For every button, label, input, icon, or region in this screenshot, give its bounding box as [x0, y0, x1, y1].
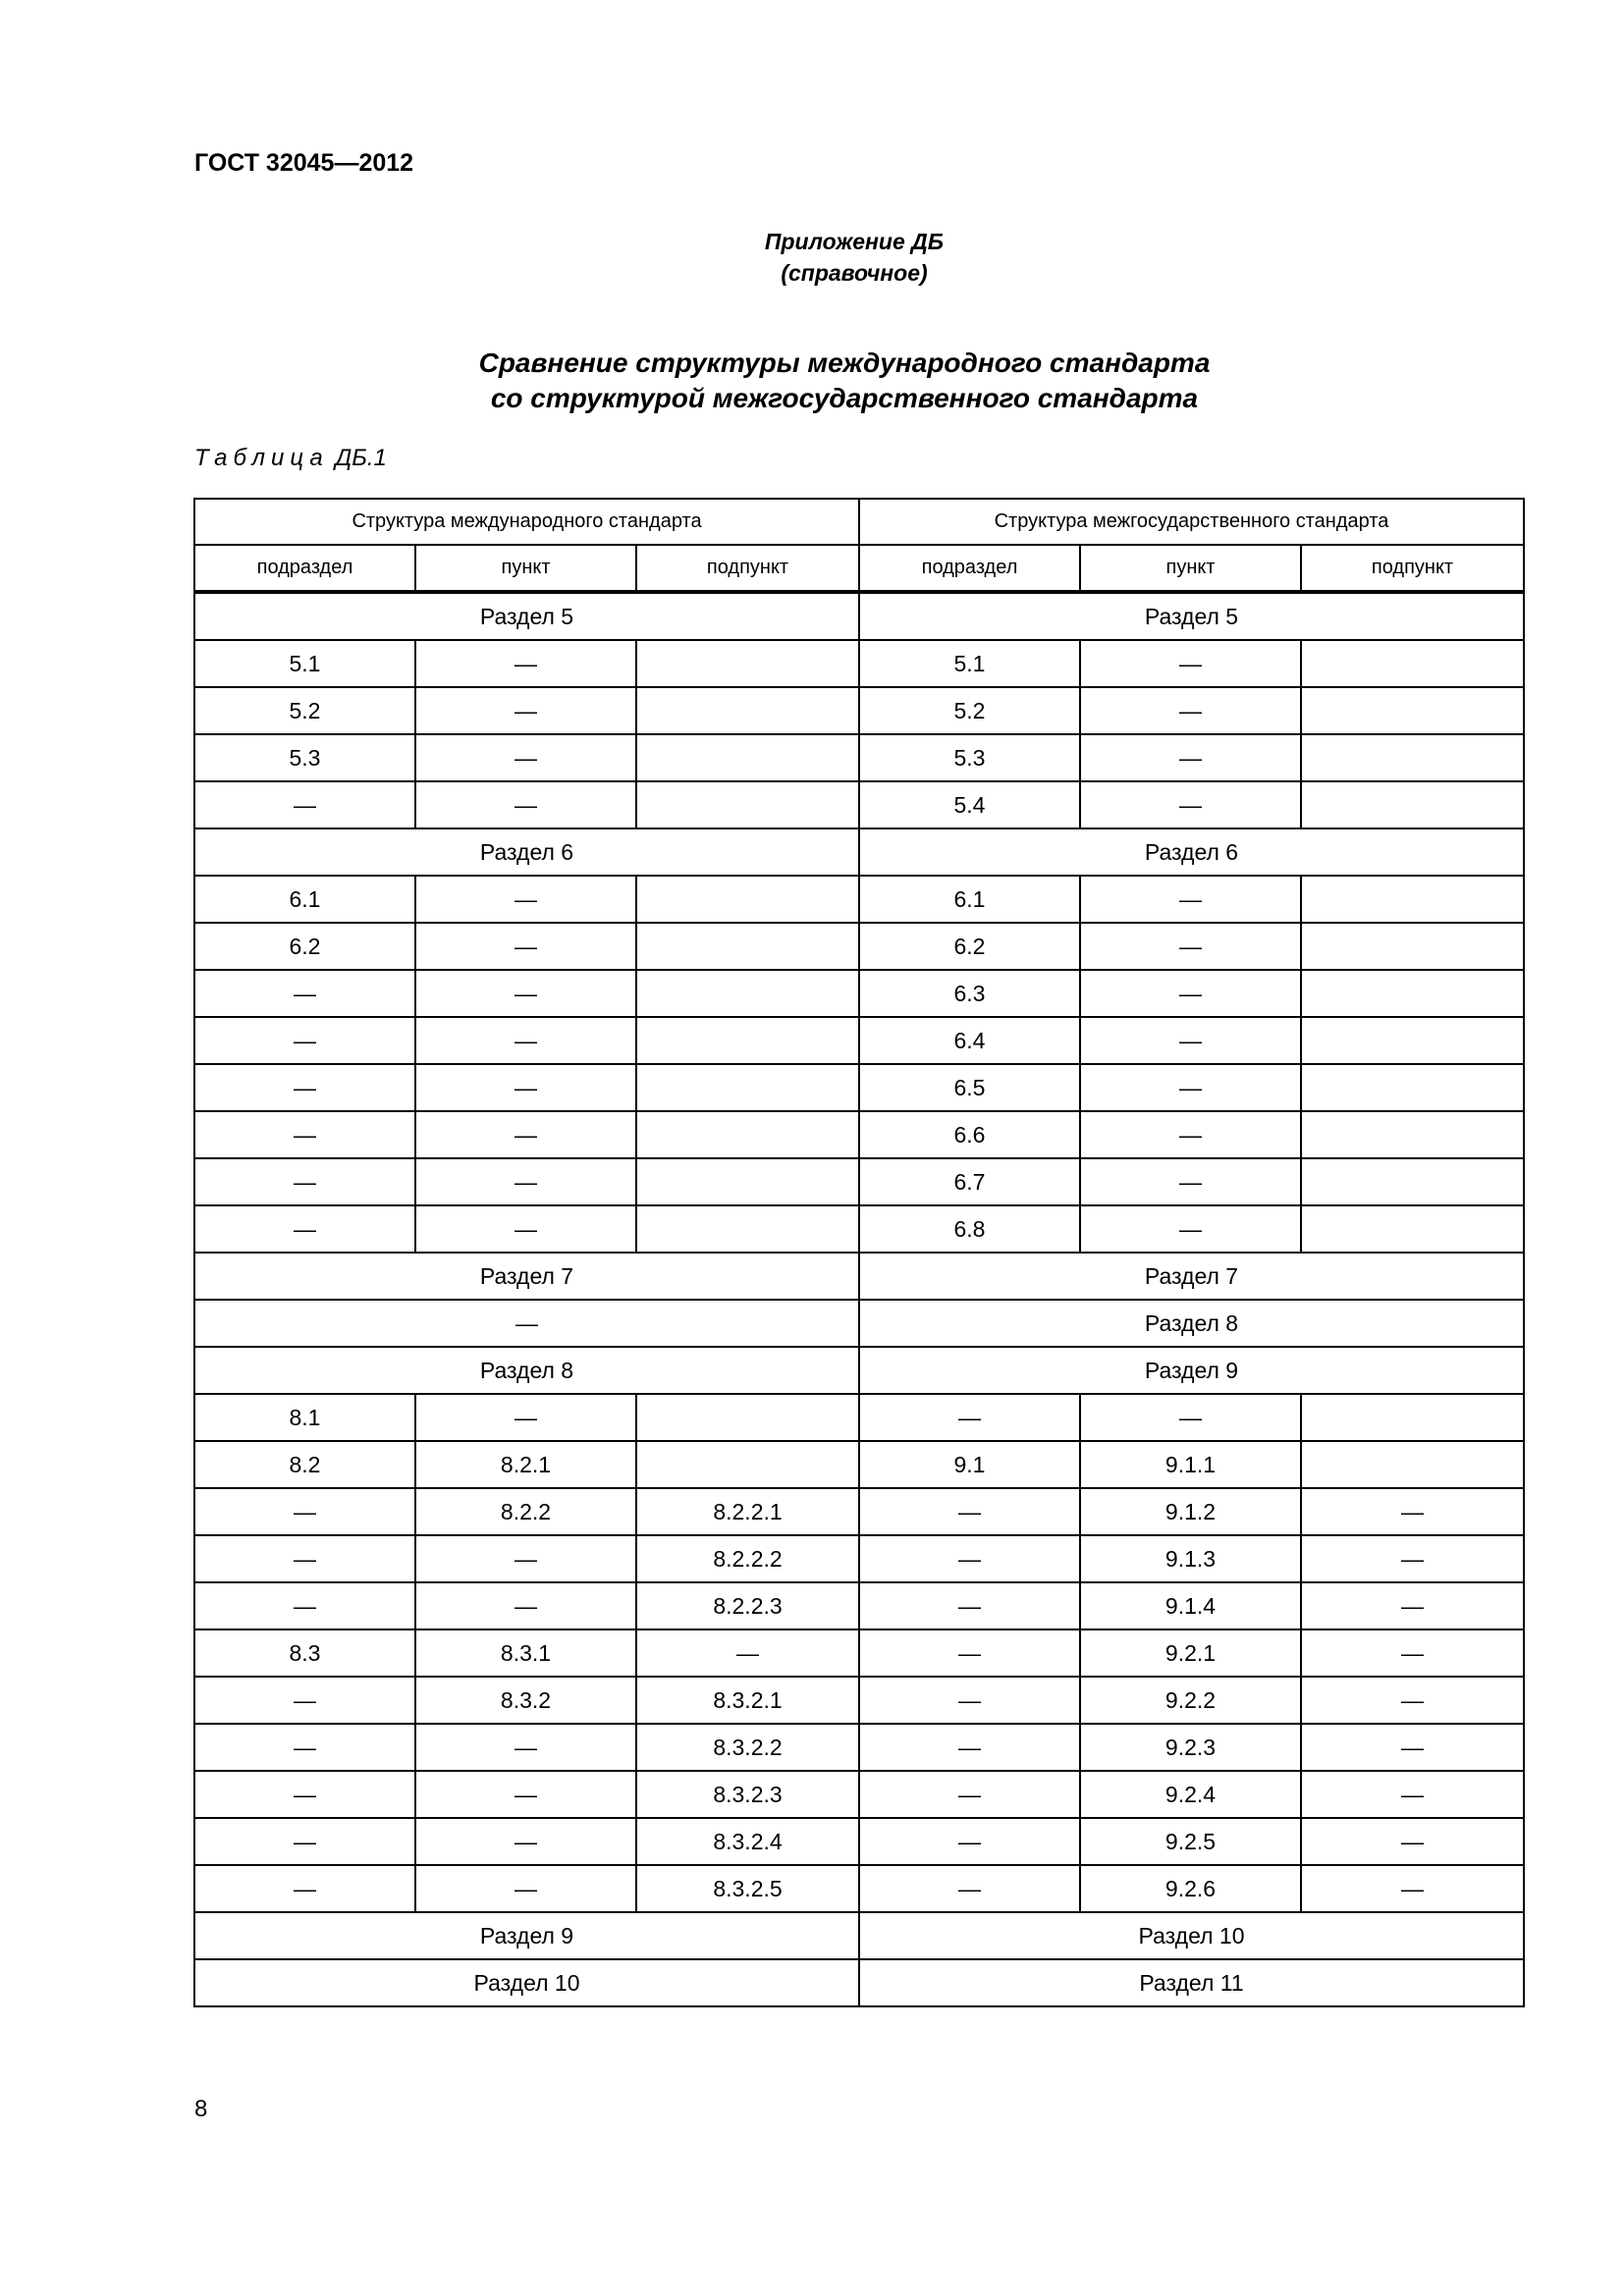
- table-row: [194, 1818, 1524, 1865]
- table-cell: [636, 734, 859, 781]
- table-cell: [636, 640, 859, 687]
- section-cell-international: Раздел 6: [194, 828, 859, 876]
- section-cell-international: Раздел 8: [194, 1347, 859, 1394]
- table-cell: [636, 781, 859, 828]
- table-row: [194, 1582, 1524, 1629]
- table-cell: [636, 1017, 859, 1064]
- table-cell: 8.2.1: [415, 1441, 636, 1488]
- table-cell: —: [415, 1205, 636, 1253]
- table-cell: —: [859, 1865, 1080, 1912]
- appendix-title: Приложение ДБ: [764, 229, 945, 254]
- table-cell: [636, 970, 859, 1017]
- table-cell: [1301, 1394, 1524, 1441]
- table-cell: —: [1301, 1582, 1524, 1629]
- table-cell: [1301, 734, 1524, 781]
- table-caption: [194, 445, 387, 472]
- table-cell: 5.2: [194, 687, 415, 734]
- table-cell: 5.4: [859, 781, 1080, 828]
- table-cell: —: [1301, 1724, 1524, 1771]
- table-row: [194, 1865, 1524, 1912]
- table-cell: 8.3.2.5: [636, 1865, 859, 1912]
- table-cell: [1301, 923, 1524, 970]
- col-header-subsection: подраздел: [194, 545, 415, 592]
- appendix-kind: (справочное): [781, 260, 928, 286]
- table-cell: 8.1: [194, 1394, 415, 1441]
- table-cell: [636, 1205, 859, 1253]
- table-cell: —: [194, 1724, 415, 1771]
- table-row: [194, 1535, 1524, 1582]
- table-cell: 8.3.2.3: [636, 1771, 859, 1818]
- table-cell: [1301, 970, 1524, 1017]
- table-cell: —: [194, 1205, 415, 1253]
- table-cell: 6.3: [859, 970, 1080, 1017]
- table-cell: —: [194, 1158, 415, 1205]
- table-cell: 6.5: [859, 1064, 1080, 1111]
- table-row: [194, 1771, 1524, 1818]
- col-header-subclause: подпункт: [1301, 545, 1524, 592]
- table-cell: —: [194, 1582, 415, 1629]
- table-row: [194, 876, 1524, 923]
- table-cell: 8.3.2.4: [636, 1818, 859, 1865]
- table-cell: 6.6: [859, 1111, 1080, 1158]
- table-cell: [636, 1111, 859, 1158]
- table-body: [194, 499, 1524, 2006]
- table-cell: —: [415, 1582, 636, 1629]
- table-cell: 9.2.6: [1080, 1865, 1301, 1912]
- table-cell: —: [1080, 1158, 1301, 1205]
- table-cell: 9.1.2: [1080, 1488, 1301, 1535]
- table-cell: [636, 923, 859, 970]
- table-cell: —: [415, 876, 636, 923]
- table-cell: 9.2.5: [1080, 1818, 1301, 1865]
- section-cell-interstate: Раздел 6: [859, 828, 1524, 876]
- section-cell-interstate: Раздел 11: [859, 1959, 1524, 2006]
- table-cell: 8.3.1: [415, 1629, 636, 1677]
- table-cell: —: [1301, 1865, 1524, 1912]
- table-cell: —: [415, 1111, 636, 1158]
- table-row: [194, 687, 1524, 734]
- table-cell: —: [1080, 1205, 1301, 1253]
- table-cell: —: [415, 1865, 636, 1912]
- table-cell: —: [1080, 640, 1301, 687]
- section-cell-international: Раздел 7: [194, 1253, 859, 1300]
- table-cell: [1301, 687, 1524, 734]
- section-row: [194, 592, 1524, 640]
- col-header-clause: пункт: [415, 545, 636, 592]
- table-cell: 8.2.2.3: [636, 1582, 859, 1629]
- table-cell: [1301, 1017, 1524, 1064]
- table-cell: —: [194, 1535, 415, 1582]
- table-cell: —: [1301, 1629, 1524, 1677]
- table-row: [194, 1205, 1524, 1253]
- table-cell: 8.3.2: [415, 1677, 636, 1724]
- section-row: [194, 1959, 1524, 2006]
- table-row: [194, 1629, 1524, 1677]
- table-cell: —: [1301, 1488, 1524, 1535]
- table-cell: 9.2.4: [1080, 1771, 1301, 1818]
- table-cell: 6.8: [859, 1205, 1080, 1253]
- table-cell: [636, 1441, 859, 1488]
- table-cell: —: [1080, 970, 1301, 1017]
- table-cell: —: [1080, 1017, 1301, 1064]
- table-cell: —: [194, 1677, 415, 1724]
- table-cell: —: [1301, 1771, 1524, 1818]
- table-cell: [1301, 640, 1524, 687]
- section-cell-interstate: Раздел 7: [859, 1253, 1524, 1300]
- table-cell: [636, 1158, 859, 1205]
- table-cell: —: [1301, 1677, 1524, 1724]
- table-cell: —: [415, 781, 636, 828]
- table-row: [194, 1677, 1524, 1724]
- section-cell-interstate: Раздел 8: [859, 1300, 1524, 1347]
- table-cell: —: [859, 1677, 1080, 1724]
- table-caption-id: ДБ.1: [335, 445, 387, 471]
- table-cell: 9.2.1: [1080, 1629, 1301, 1677]
- table-cell: 8.2.2.1: [636, 1488, 859, 1535]
- group-header-international: Структура международного стандарта: [194, 499, 859, 545]
- table-cell: 6.2: [194, 923, 415, 970]
- table-cell: —: [1080, 1394, 1301, 1441]
- table-cell: 5.3: [859, 734, 1080, 781]
- table-row: [194, 1488, 1524, 1535]
- table-cell: 6.2: [859, 923, 1080, 970]
- table-cell: 8.2.2.2: [636, 1535, 859, 1582]
- table-caption-label: Таблица: [194, 445, 329, 471]
- table-cell: 9.2.3: [1080, 1724, 1301, 1771]
- column-header-row: [194, 545, 1524, 592]
- table-row: [194, 1724, 1524, 1771]
- table-row: [194, 1111, 1524, 1158]
- table-cell: —: [415, 640, 636, 687]
- table-row: [194, 640, 1524, 687]
- table-row: [194, 781, 1524, 828]
- table-cell: 8.3.2.1: [636, 1677, 859, 1724]
- table-cell: [636, 876, 859, 923]
- table-cell: —: [1301, 1535, 1524, 1582]
- table-cell: [636, 687, 859, 734]
- table-cell: 5.1: [859, 640, 1080, 687]
- table-cell: 8.3.2.2: [636, 1724, 859, 1771]
- table-cell: —: [194, 1818, 415, 1865]
- table-row: [194, 734, 1524, 781]
- table-cell: 9.2.2: [1080, 1677, 1301, 1724]
- table-cell: —: [1080, 923, 1301, 970]
- table-row: [194, 1064, 1524, 1111]
- table-cell: —: [859, 1818, 1080, 1865]
- table-row: [194, 1017, 1524, 1064]
- table-cell: —: [1080, 1111, 1301, 1158]
- table-cell: [1301, 1064, 1524, 1111]
- table-cell: [1301, 1205, 1524, 1253]
- table-cell: —: [1080, 687, 1301, 734]
- table-row: [194, 1394, 1524, 1441]
- table-cell: 8.3: [194, 1629, 415, 1677]
- table-cell: —: [415, 1017, 636, 1064]
- table-cell: —: [415, 1535, 636, 1582]
- section-row: [194, 1347, 1524, 1394]
- section-cell-international: Раздел 10: [194, 1959, 859, 2006]
- table-cell: —: [194, 1771, 415, 1818]
- table-cell: —: [636, 1629, 859, 1677]
- page-number: 8: [194, 2096, 208, 2122]
- table-cell: [1301, 1158, 1524, 1205]
- table-cell: [1301, 876, 1524, 923]
- table-cell: —: [1080, 734, 1301, 781]
- col-header-clause: пункт: [1080, 545, 1301, 592]
- table-cell: —: [1080, 876, 1301, 923]
- table-cell: 6.1: [859, 876, 1080, 923]
- table-cell: —: [859, 1771, 1080, 1818]
- table-cell: —: [415, 923, 636, 970]
- page-title: [353, 346, 1335, 416]
- table-cell: —: [194, 1064, 415, 1111]
- table-cell: —: [415, 687, 636, 734]
- col-header-subclause: подпункт: [636, 545, 859, 592]
- section-cell-interstate: Раздел 9: [859, 1347, 1524, 1394]
- table-cell: 9.1.4: [1080, 1582, 1301, 1629]
- table-cell: —: [1080, 781, 1301, 828]
- table-row: [194, 923, 1524, 970]
- table-cell: —: [194, 1017, 415, 1064]
- group-header-interstate: Структура межгосударственного стандарта: [859, 499, 1524, 545]
- appendix-heading: [609, 226, 1100, 289]
- section-row: [194, 1300, 1524, 1347]
- table-cell: 5.3: [194, 734, 415, 781]
- section-cell-interstate: Раздел 10: [859, 1912, 1524, 1959]
- table-cell: 5.2: [859, 687, 1080, 734]
- group-header-row: [194, 499, 1524, 545]
- table-cell: —: [194, 1865, 415, 1912]
- title-line-1: Сравнение структуры международного стандарта: [478, 347, 1211, 378]
- table-cell: —: [859, 1535, 1080, 1582]
- table-cell: —: [859, 1394, 1080, 1441]
- table-row: [194, 1158, 1524, 1205]
- table-cell: [1301, 1441, 1524, 1488]
- table-cell: —: [415, 734, 636, 781]
- table-cell: —: [194, 1111, 415, 1158]
- table-cell: 6.1: [194, 876, 415, 923]
- table-cell: 9.1.1: [1080, 1441, 1301, 1488]
- table-cell: —: [415, 970, 636, 1017]
- table-cell: —: [859, 1629, 1080, 1677]
- table-row: [194, 970, 1524, 1017]
- table-cell: [1301, 781, 1524, 828]
- section-cell-international: —: [194, 1300, 859, 1347]
- table-cell: —: [415, 1724, 636, 1771]
- table-cell: —: [859, 1488, 1080, 1535]
- table-cell: 6.7: [859, 1158, 1080, 1205]
- table-cell: —: [415, 1064, 636, 1111]
- table-cell: 8.2: [194, 1441, 415, 1488]
- section-row: [194, 1912, 1524, 1959]
- table-cell: [636, 1064, 859, 1111]
- col-header-subsection: подраздел: [859, 545, 1080, 592]
- table-cell: —: [194, 781, 415, 828]
- document-code: ГОСТ 32045—2012: [194, 149, 414, 177]
- section-row: [194, 1253, 1524, 1300]
- table-cell: —: [415, 1394, 636, 1441]
- section-cell-international: Раздел 5: [194, 592, 859, 640]
- table-cell: —: [194, 1488, 415, 1535]
- table-cell: [1301, 1111, 1524, 1158]
- table-cell: 9.1.3: [1080, 1535, 1301, 1582]
- table-cell: 6.4: [859, 1017, 1080, 1064]
- table-cell: [636, 1394, 859, 1441]
- table-cell: —: [859, 1582, 1080, 1629]
- title-line-2: со структурой межгосударственного стандарта: [490, 383, 1199, 413]
- table-cell: 9.1: [859, 1441, 1080, 1488]
- table-cell: —: [1301, 1818, 1524, 1865]
- table-cell: —: [415, 1771, 636, 1818]
- table-cell: —: [1080, 1064, 1301, 1111]
- table-cell: 5.1: [194, 640, 415, 687]
- table-cell: —: [415, 1818, 636, 1865]
- section-cell-interstate: Раздел 5: [859, 592, 1524, 640]
- section-row: [194, 828, 1524, 876]
- table-cell: —: [859, 1724, 1080, 1771]
- table-cell: —: [194, 970, 415, 1017]
- section-cell-international: Раздел 9: [194, 1912, 859, 1959]
- table-cell: —: [415, 1158, 636, 1205]
- comparison-table: [193, 498, 1525, 2007]
- table-row: [194, 1441, 1524, 1488]
- table-cell: 8.2.2: [415, 1488, 636, 1535]
